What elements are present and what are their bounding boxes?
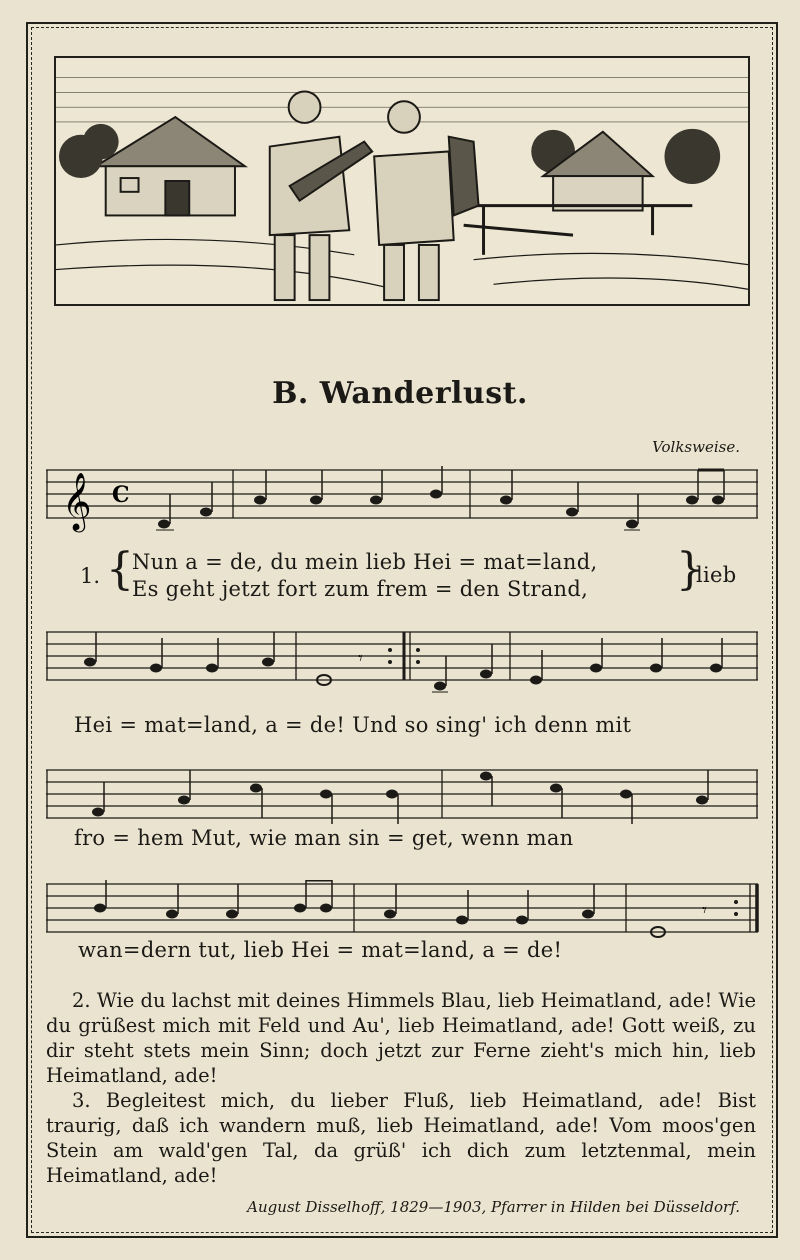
lyrics-row-3: fro = hem Mut, wie man sin = get, wenn man — [74, 826, 574, 850]
song-title: B. Wanderlust. — [272, 376, 528, 411]
left-brace: { — [106, 544, 134, 595]
verse1-line-b: Es geht jetzt fort zum frem = den Strand, — [132, 577, 589, 601]
verse-number-1: 1. — [80, 564, 101, 588]
verse1-tail: lieb — [696, 563, 737, 587]
lyricist-credit: August Disselhoff, 1829—1903, Pfarrer in Hilden bei Düsseldorf. — [247, 1198, 740, 1216]
svg-text:𝄾: 𝄾 — [358, 648, 363, 669]
music-staff-4 — [46, 880, 760, 940]
music-staff-3 — [46, 766, 760, 826]
verse-3: 3. Begleitest mich, du lieber Fluß, lieb Heimatland, ade! Bist traurig, daß ich wandern muß, lieb Heimatland, ade! Vom moos'gen Stein am wald'gen Tal, da grüß' ich dich zum letztenmal, mein Heimatland, ade! — [46, 1089, 756, 1187]
wanderers-illustration — [54, 56, 750, 306]
additional-verses — [46, 988, 756, 1188]
melody-attribution: Volksweise. — [652, 438, 740, 456]
right-brace: } — [676, 544, 704, 595]
svg-text:C: C — [112, 482, 130, 508]
music-staff-1 — [46, 466, 760, 536]
svg-text:𝄾: 𝄾 — [702, 900, 707, 921]
music-staff-2 — [46, 628, 760, 698]
lyrics-row-2: Hei = mat=land, a = de! Und so sing' ich denn mit — [74, 713, 632, 737]
svg-text:𝄞: 𝄞 — [62, 472, 92, 530]
verse-2: 2. Wie du lachst mit deines Himmels Blau, lieb Heimatland, ade! Wie du grüßest mich mit Feld und Au', lieb Heimatland, ade! Gott weiß, zu dir steht stets mein Sinn; doch jetzt zur Ferne zieht's mich hin, lieb Heimatland, ade! — [46, 989, 756, 1087]
lyrics-row-4: wan=dern tut, lieb Hei = mat=land, a = de! — [78, 938, 563, 962]
verse1-line-a: Nun a = de, du mein lieb Hei = mat=land, — [132, 550, 598, 574]
